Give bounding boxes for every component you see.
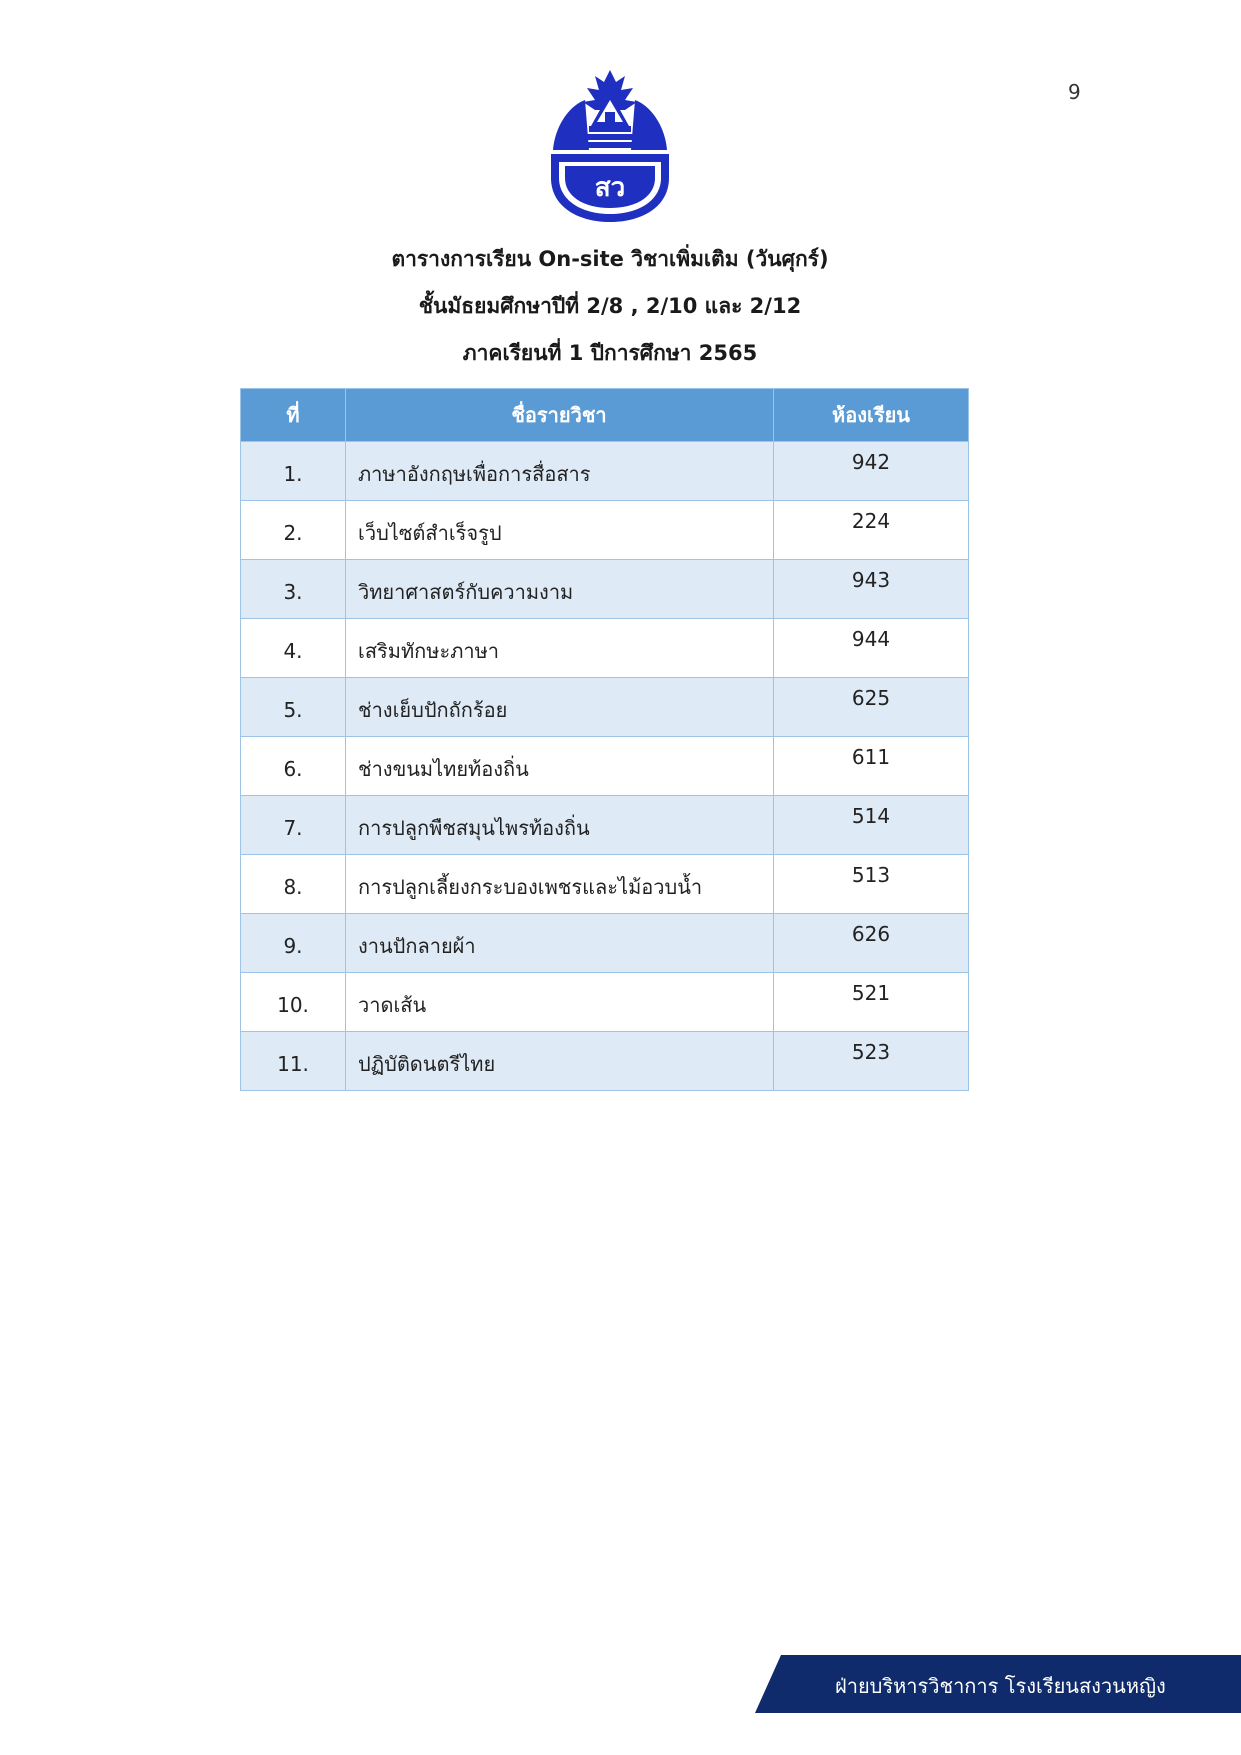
course-schedule-table bbox=[240, 388, 969, 1091]
course-name: การปลูกเลี้ยงกระบองเพชรและไม้อวบน้ำ bbox=[346, 855, 774, 914]
course-name: วาดเส้น bbox=[346, 973, 774, 1032]
course-name: ช่างเย็บปักถักร้อย bbox=[346, 678, 774, 737]
header-course-name: ชื่อรายวิชา bbox=[346, 389, 774, 442]
classroom: 513 bbox=[774, 855, 969, 914]
row-number: 11. bbox=[241, 1032, 346, 1091]
row-number: 9. bbox=[241, 914, 346, 973]
classroom: 625 bbox=[774, 678, 969, 737]
classroom: 626 bbox=[774, 914, 969, 973]
page-number: 9 bbox=[1068, 80, 1081, 104]
row-number: 5. bbox=[241, 678, 346, 737]
row-number: 6. bbox=[241, 737, 346, 796]
title-line-2: ชั้นมัธยมศึกษาปีที่ 2/8 , 2/10 และ 2/12 bbox=[418, 294, 802, 318]
classroom: 523 bbox=[774, 1032, 969, 1091]
table-row bbox=[241, 442, 969, 501]
table-row bbox=[241, 678, 969, 737]
table-row bbox=[241, 737, 969, 796]
classroom: 224 bbox=[774, 501, 969, 560]
table-row bbox=[241, 1032, 969, 1091]
row-number: 2. bbox=[241, 501, 346, 560]
table-row bbox=[241, 560, 969, 619]
row-number: 8. bbox=[241, 855, 346, 914]
row-number: 3. bbox=[241, 560, 346, 619]
classroom: 942 bbox=[774, 442, 969, 501]
classroom: 521 bbox=[774, 973, 969, 1032]
table-row bbox=[241, 501, 969, 560]
classroom: 611 bbox=[774, 737, 969, 796]
course-name: ช่างขนมไทยท้องถิ่น bbox=[346, 737, 774, 796]
row-number: 4. bbox=[241, 619, 346, 678]
classroom: 943 bbox=[774, 560, 969, 619]
header-number: ที่ bbox=[241, 389, 346, 442]
course-name: งานปักลายผ้า bbox=[346, 914, 774, 973]
course-name: การปลูกพืชสมุนไพรท้องถิ่น bbox=[346, 796, 774, 855]
title-line-3: ภาคเรียนที่ 1 ปีการศึกษา 2565 bbox=[462, 341, 758, 365]
course-name: ปฏิบัติดนตรีไทย bbox=[346, 1032, 774, 1091]
course-name: เสริมทักษะภาษา bbox=[346, 619, 774, 678]
footer-text: ฝ่ายบริหารวิชาการ โรงเรียนสงวนหญิง bbox=[835, 1674, 1166, 1698]
course-name: วิทยาศาสตร์กับความงาม bbox=[346, 560, 774, 619]
row-number: 7. bbox=[241, 796, 346, 855]
row-number: 10. bbox=[241, 973, 346, 1032]
header-classroom: ห้องเรียน bbox=[774, 389, 969, 442]
table-row bbox=[241, 619, 969, 678]
document-title bbox=[0, 236, 1220, 377]
classroom: 514 bbox=[774, 796, 969, 855]
row-number: 1. bbox=[241, 442, 346, 501]
school-emblem-icon bbox=[545, 66, 675, 226]
course-name: เว็บไซต์สำเร็จรูป bbox=[346, 501, 774, 560]
table-row bbox=[241, 796, 969, 855]
classroom: 944 bbox=[774, 619, 969, 678]
table-row bbox=[241, 855, 969, 914]
table-header-row bbox=[241, 389, 969, 442]
table-row bbox=[241, 914, 969, 973]
emblem-initials: สว bbox=[594, 173, 626, 203]
course-name: ภาษาอังกฤษเพื่อการสื่อสาร bbox=[346, 442, 774, 501]
table-row bbox=[241, 973, 969, 1032]
title-line-1: ตารางการเรียน On-site วิชาเพิ่มเติม (วันศุกร์) bbox=[391, 247, 829, 271]
